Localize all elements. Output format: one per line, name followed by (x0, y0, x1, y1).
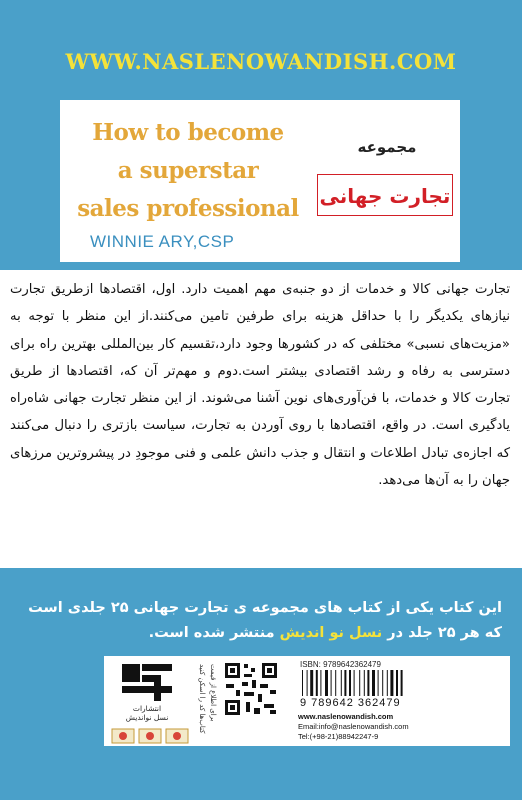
price-scan-note (196, 664, 218, 742)
author-name: WINNIE ARY,CSP (90, 232, 235, 251)
english-title-line: How to become (92, 119, 284, 146)
title-panel (60, 100, 460, 262)
series-note-line1: این کتاب یکی از کتاب های مجموعه ی تجارت جهانی ۲۵ جلدی است (28, 600, 502, 616)
series-name: تجارت جهانی (317, 174, 453, 216)
header-bar (0, 40, 522, 84)
certification-badges-icon (110, 728, 190, 744)
publisher-logo-line2: نسل نواندیش (125, 713, 169, 722)
publisher-logo-icon (118, 662, 176, 702)
series-note (20, 596, 502, 646)
english-title-line: sales professional (77, 195, 299, 222)
header-website: WWW.NASLENOWANDISH.COM (65, 49, 457, 74)
isbn-label: ISBN: 9789642362479 (300, 660, 381, 669)
publisher-email: Email:info@naslenowandish.com (298, 722, 409, 731)
description-box (0, 270, 522, 568)
publisher-info-panel (104, 656, 510, 746)
series-note-line2 (20, 621, 502, 646)
publisher-highlight: نسل نو اندیش (279, 625, 383, 641)
english-title (68, 114, 308, 228)
series-note-after: منتشر شده است. (148, 625, 275, 641)
publisher-logo-line1: انتشارات (132, 704, 162, 713)
series-note-before: که هر ۲۵ جلد در (387, 625, 502, 641)
english-title-line: a superstar (117, 157, 259, 184)
publisher-logo-name (110, 704, 184, 722)
barcode-icon (300, 670, 430, 696)
price-scan-note-text: برای اطلاع از قیمت کتاب‌ها کد را اسکن کنید (198, 664, 217, 734)
publisher-tel: Tel:(+98-21)88942247-9 (298, 732, 379, 741)
description-text: تجارت جهانی کالا و خدمات از دو جنبه‌ی مهم اهمیت دارد. اول، اقتصادها ازطریق تجارت نیازهای یکدیگر را با حداقل هزینه برای طرفین تامین می‌کنند.از این منظر با توجه به «مزیت‌های نسبی» مختلفی که در کشورها وجود دارد،تقسیم کار بین‌المللی بهترین راه برای دسترسی به رفاه و رشد اقتصادی بیشتر است.دوم و مهم‌تر آن که، اقتصادها از طریق تجارت کالا و خدمات، با فن‌آوری‌های نوین آشنا می‌شوند. از این منظر تجارت جهانی شاه‌راه یادگیری است. در واقع، اقتصادها با روی آوردن به تجارت، سیاست بازتری را دنبال می‌کنند که اجازه‌ی تبادل اطلاعات و انتقال و جذب دانش علمی و فنی موجودِ در پیشروترین مرزهای جهان را به آن‌ها می‌دهد. (10, 282, 510, 489)
publisher-website: www.naslenowandish.com (298, 712, 394, 721)
qr-code-icon (224, 662, 278, 716)
series-label: مجموعه (357, 138, 417, 156)
barcode-number: 9 789642 362479 (300, 697, 401, 709)
